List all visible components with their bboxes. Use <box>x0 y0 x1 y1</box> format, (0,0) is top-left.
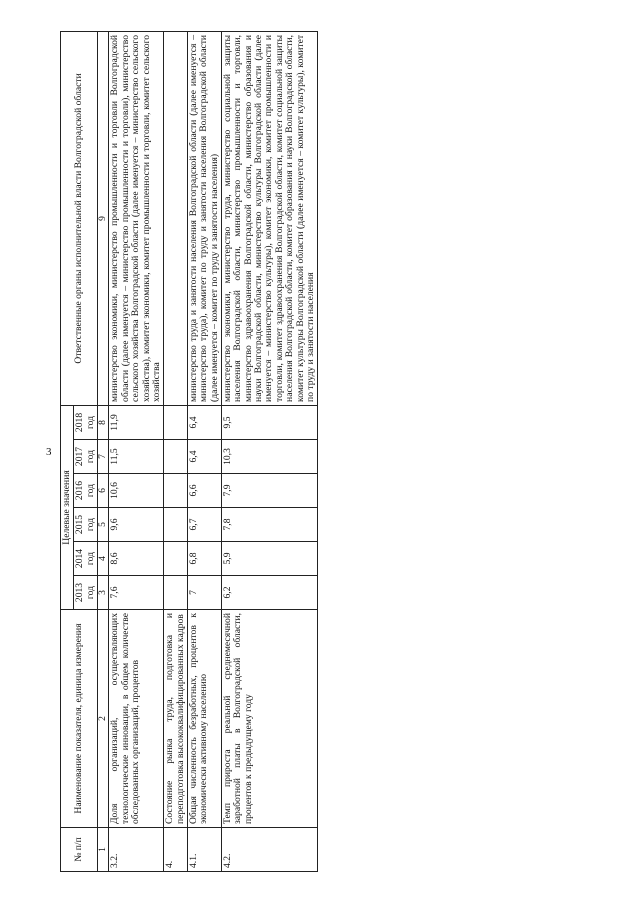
column-index: 7 <box>98 440 109 474</box>
row-value-2013: 6,2 <box>222 576 318 610</box>
row-value-2017: 10,3 <box>222 440 318 474</box>
column-index: 5 <box>98 508 109 542</box>
table-row <box>222 31 318 871</box>
row-responsible-org: министерство труда и занятости населения Волгоградской области (далее именуется – министерство труда), комитет по труду и занятости населения Волгоградской области (далее именуется – комитет по труду и занятости населения) <box>187 31 221 405</box>
row-responsible-org: министерство экономики, министерство промышленности и торговли Волгоградской области (далее именуется – министерство промышленности и торговли), министерство сельского хозяйства Волгоградской области (далее именуется – министерство сельского хозяйства), комитет экономики, комитет промышленности и торговли, комитет сельского хозяйства <box>109 31 164 405</box>
row-value-2017 <box>164 440 188 474</box>
column-index: 9 <box>98 31 109 405</box>
row-value-2015 <box>164 508 188 542</box>
row-indicator: Доля организаций, осуществляющих технологические инновации, в общем количестве обследованных организаций, процентов <box>109 610 164 828</box>
rotated-page-content <box>60 32 580 872</box>
row-value-2017: 11,5 <box>109 440 164 474</box>
row-value-2018: 11,9 <box>109 405 164 439</box>
header-year: 2018 год <box>74 405 98 439</box>
column-index: 4 <box>98 542 109 576</box>
row-value-2014: 5,9 <box>222 542 318 576</box>
column-index-row <box>98 31 109 871</box>
page-number: 3 <box>46 446 52 458</box>
row-value-2013 <box>164 576 188 610</box>
header-num: № п/п <box>61 828 98 872</box>
column-index: 8 <box>98 405 109 439</box>
table-row <box>164 31 188 871</box>
row-value-2013: 7,6 <box>109 576 164 610</box>
row-value-2018 <box>164 405 188 439</box>
row-value-2018: 6,4 <box>187 405 221 439</box>
header-year: 2017 год <box>74 440 98 474</box>
row-value-2015: 7,8 <box>222 508 318 542</box>
header-year: 2016 год <box>74 474 98 508</box>
row-num: 4.2. <box>222 828 318 872</box>
row-value-2016: 6,6 <box>187 474 221 508</box>
table-row <box>109 31 164 871</box>
header-name: Наименование показателя, единица измерения <box>61 610 98 828</box>
row-value-2017: 6,4 <box>187 440 221 474</box>
row-value-2015: 9,6 <box>109 508 164 542</box>
row-responsible-org: министерство экономики, министерство труда, министерство социальной защиты населения Волгоградской области, министерство промышленности и торговли, министерство здравоохранения Волгоградской области, министерство образования и науки Волгоградской области, министерство культуры Волгоградской области (далее именуется – министерство культуры), комитет экономики, комитет промышленности и торговли, комитет здравоохранения Волгоградской области, комитет социальной защиты населения Волгоградской области, комитет образования и науки Волгоградской области, комитет культуры Волгоградской области (далее именуется – комитет культуры), комитет по труду и занятости населения <box>222 31 318 405</box>
row-value-2014: 8,6 <box>109 542 164 576</box>
column-index: 1 <box>98 828 109 872</box>
row-num: 4.1. <box>187 828 221 872</box>
row-indicator: Темп прироста реальной среднемесячной заработной платы в Волгоградской области, процентов к предыдущему году <box>222 610 318 828</box>
column-index: 3 <box>98 576 109 610</box>
row-value-2014 <box>164 542 188 576</box>
row-value-2016: 10,6 <box>109 474 164 508</box>
header-year: 2015 год <box>74 508 98 542</box>
column-index: 2 <box>98 610 109 828</box>
header-year: 2014 год <box>74 542 98 576</box>
row-value-2018: 9,5 <box>222 405 318 439</box>
header-targets: Целевые значения <box>61 405 74 609</box>
row-num: 3.2. <box>109 828 164 872</box>
row-num: 4. <box>164 828 188 872</box>
row-value-2013: 7 <box>187 576 221 610</box>
row-value-2016: 7,9 <box>222 474 318 508</box>
row-indicator: Общая численность безработных, процентов к экономически активному населению <box>187 610 221 828</box>
header-org: Ответственные органы исполнительной власти Волгоградской области <box>61 31 98 405</box>
column-index: 6 <box>98 474 109 508</box>
row-responsible-org <box>164 31 188 405</box>
table-row <box>187 31 221 871</box>
row-indicator: Состояние рынка труда, подготовка и переподготовка высококвалифицированных кадров <box>164 610 188 828</box>
header-row-1 <box>61 31 74 871</box>
row-value-2014: 6,8 <box>187 542 221 576</box>
row-value-2016 <box>164 474 188 508</box>
header-year: 2013 год <box>74 576 98 610</box>
row-value-2015: 6,7 <box>187 508 221 542</box>
indicators-table <box>60 31 318 872</box>
